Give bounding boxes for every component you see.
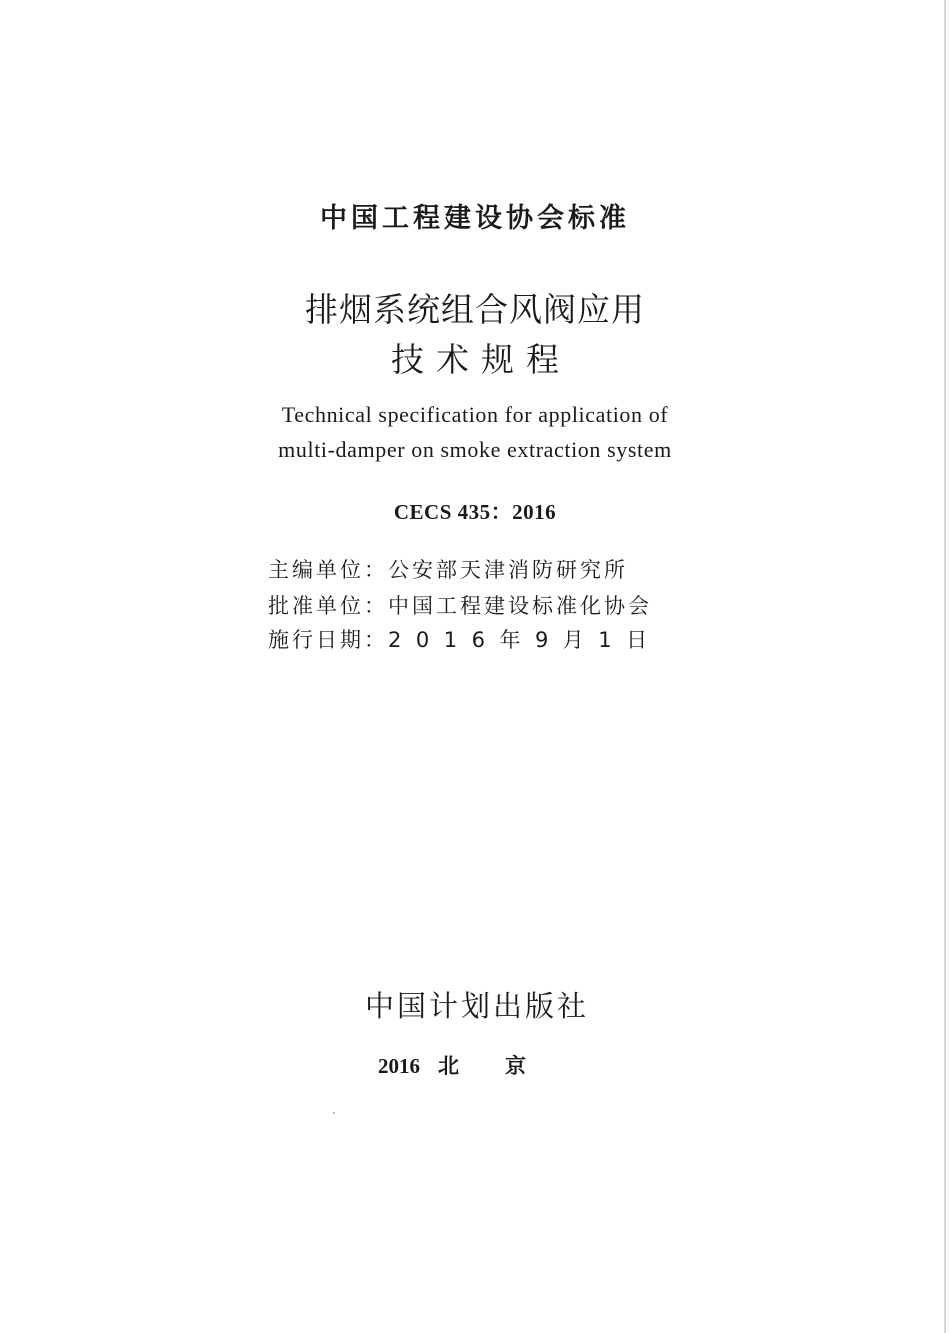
approver-unit-value: 中国工程建设标准化协会 [388,594,652,618]
effective-date-value: 2016年9月1日 [388,628,662,652]
chinese-title-line2: 技术规程 [391,340,571,379]
editor-unit-row [268,554,628,584]
imprint-city: 北京 [438,1054,572,1078]
effective-date-row [268,624,662,654]
approver-unit-row [268,590,652,620]
standard-series: 中国工程建设协会标准 [320,203,630,234]
imprint-line [0,1050,950,1080]
approver-unit-label: 批准单位： [268,594,388,618]
chinese-title-line1: 排烟系统组合风阀应用 [305,290,645,329]
scan-speck [333,1112,335,1114]
english-title-line2: multi-damper on smoke extraction system [278,437,672,462]
publisher-name: 中国计划出版社 [364,989,589,1023]
english-title-line1: Technical specification for application of [281,402,669,427]
imprint-year: 2016 [378,1054,420,1078]
editor-unit-label: 主编单位： [268,558,388,582]
standard-code: CECS 435：2016 [393,500,557,524]
effective-date-label: 施行日期： [268,628,388,652]
editor-unit-value: 公安部天津消防研究所 [388,558,628,582]
